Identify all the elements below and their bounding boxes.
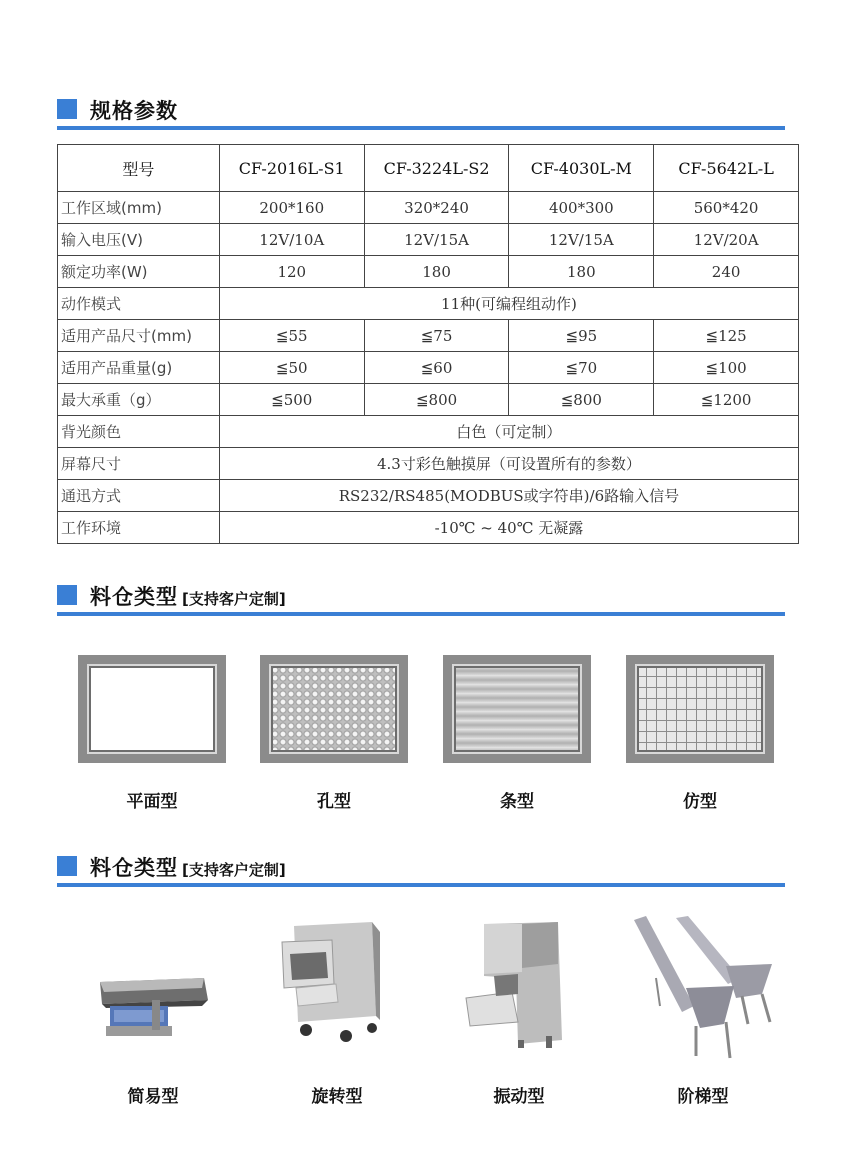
spec-value-cell: ≦75: [364, 320, 509, 352]
tray-surface: [87, 664, 217, 754]
section-divider: [57, 883, 785, 887]
spec-value-cell: 240: [654, 256, 799, 288]
tray-type-label: 条型: [500, 792, 534, 812]
spec-row: [58, 448, 799, 480]
model-header-cell: CF-5642L-L: [654, 145, 799, 192]
spec-header-row: [58, 145, 799, 192]
tray-hole-image: [260, 655, 408, 763]
spec-value-cell: 12V/15A: [509, 224, 654, 256]
step-hopper-image: [630, 914, 776, 1064]
spec-row-label: 适用产品尺寸(mm): [58, 320, 220, 352]
spec-section-header: [57, 95, 785, 127]
spec-merged-cell: -10℃ ~ 40℃ 无凝露: [219, 512, 798, 544]
spec-value-cell: 120: [219, 256, 364, 288]
header-label-cell: 型号: [58, 145, 220, 192]
rotary-hopper-image: [276, 918, 382, 1050]
spec-value-cell: 180: [509, 256, 654, 288]
spec-section-title: 规格参数: [90, 99, 178, 123]
spec-value-cell: ≦60: [364, 352, 509, 384]
spec-row-label: 动作模式: [58, 288, 220, 320]
spec-value-cell: ≦125: [654, 320, 799, 352]
hopper-section-header: [57, 852, 785, 884]
spec-value-cell: 200*160: [219, 192, 364, 224]
hopper-type-label: 简易型: [127, 1087, 179, 1107]
spec-value-cell: ≦70: [509, 352, 654, 384]
hopper-type-label: 振动型: [493, 1087, 545, 1107]
simple-hopper-image: [92, 960, 214, 1048]
spec-row-label: 额定功率(W): [58, 256, 220, 288]
spec-value-cell: ≦500: [219, 384, 364, 416]
spec-merged-cell: RS232/RS485(MODBUS或字符串)/6路输入信号: [219, 480, 798, 512]
tray-flat-image: [78, 655, 226, 763]
hopper-type-label: 阶梯型: [677, 1087, 729, 1107]
tray-section-subtitle: [支持客户定制]: [182, 590, 286, 608]
tray-surface: [452, 664, 582, 754]
section-divider: [57, 612, 785, 616]
spec-row-label: 背光颜色: [58, 416, 220, 448]
spec-value-cell: ≦50: [219, 352, 364, 384]
spec-value-cell: 12V/15A: [364, 224, 509, 256]
spec-table: [57, 144, 799, 544]
spec-row: [58, 192, 799, 224]
tray-section-header: [57, 581, 785, 613]
spec-value-cell: ≦100: [654, 352, 799, 384]
spec-value-cell: 400*300: [509, 192, 654, 224]
spec-row: [58, 224, 799, 256]
spec-value-cell: ≦800: [364, 384, 509, 416]
tray-surface: [269, 664, 399, 754]
tray-type-label: 孔型: [317, 792, 351, 812]
model-header-cell: CF-2016L-S1: [219, 145, 364, 192]
spec-value-cell: ≦95: [509, 320, 654, 352]
spec-row: [58, 384, 799, 416]
section-square-icon: [57, 99, 77, 119]
spec-row-label: 工作环境: [58, 512, 220, 544]
tray-type-label: 平面型: [126, 792, 178, 812]
spec-merged-cell: 4.3寸彩色触摸屏（可设置所有的参数）: [219, 448, 798, 480]
spec-merged-cell: 11种(可编程组动作): [219, 288, 798, 320]
spec-row-label: 适用产品重量(g): [58, 352, 220, 384]
spec-value-cell: ≦55: [219, 320, 364, 352]
tray-strip-image: [443, 655, 591, 763]
tray-section-title: 料仓类型 [支持客户定制]: [90, 585, 286, 609]
spec-row: [58, 288, 799, 320]
section-square-icon: [57, 585, 77, 605]
spec-value-cell: 12V/20A: [654, 224, 799, 256]
spec-row: [58, 320, 799, 352]
spec-row-label: 最大承重（g）: [58, 384, 220, 416]
spec-row: [58, 416, 799, 448]
section-divider: [57, 126, 785, 130]
spec-value-cell: ≦800: [509, 384, 654, 416]
spec-row-label: 输入电压(V): [58, 224, 220, 256]
spec-value-cell: 180: [364, 256, 509, 288]
spec-row-label: 通迅方式: [58, 480, 220, 512]
spec-value-cell: 12V/10A: [219, 224, 364, 256]
spec-row: [58, 256, 799, 288]
spec-value-cell: 320*240: [364, 192, 509, 224]
tray-surface: [635, 664, 765, 754]
spec-row-label: 工作区域(mm): [58, 192, 220, 224]
model-header-cell: CF-3224L-S2: [364, 145, 509, 192]
hopper-section-title: 料仓类型 [支持客户定制]: [90, 856, 286, 880]
spec-value-cell: ≦1200: [654, 384, 799, 416]
vibrating-hopper-image: [462, 918, 570, 1050]
spec-row: [58, 480, 799, 512]
spec-merged-cell: 白色（可定制）: [219, 416, 798, 448]
spec-row-label: 屏幕尺寸: [58, 448, 220, 480]
hopper-section-subtitle: [支持客户定制]: [182, 861, 286, 879]
model-header-cell: CF-4030L-M: [509, 145, 654, 192]
tray-grid-image: [626, 655, 774, 763]
section-square-icon: [57, 856, 77, 876]
tray-type-label: 仿型: [683, 792, 717, 812]
spec-row: [58, 352, 799, 384]
spec-row: [58, 512, 799, 544]
spec-value-cell: 560*420: [654, 192, 799, 224]
hopper-type-label: 旋转型: [311, 1087, 363, 1107]
